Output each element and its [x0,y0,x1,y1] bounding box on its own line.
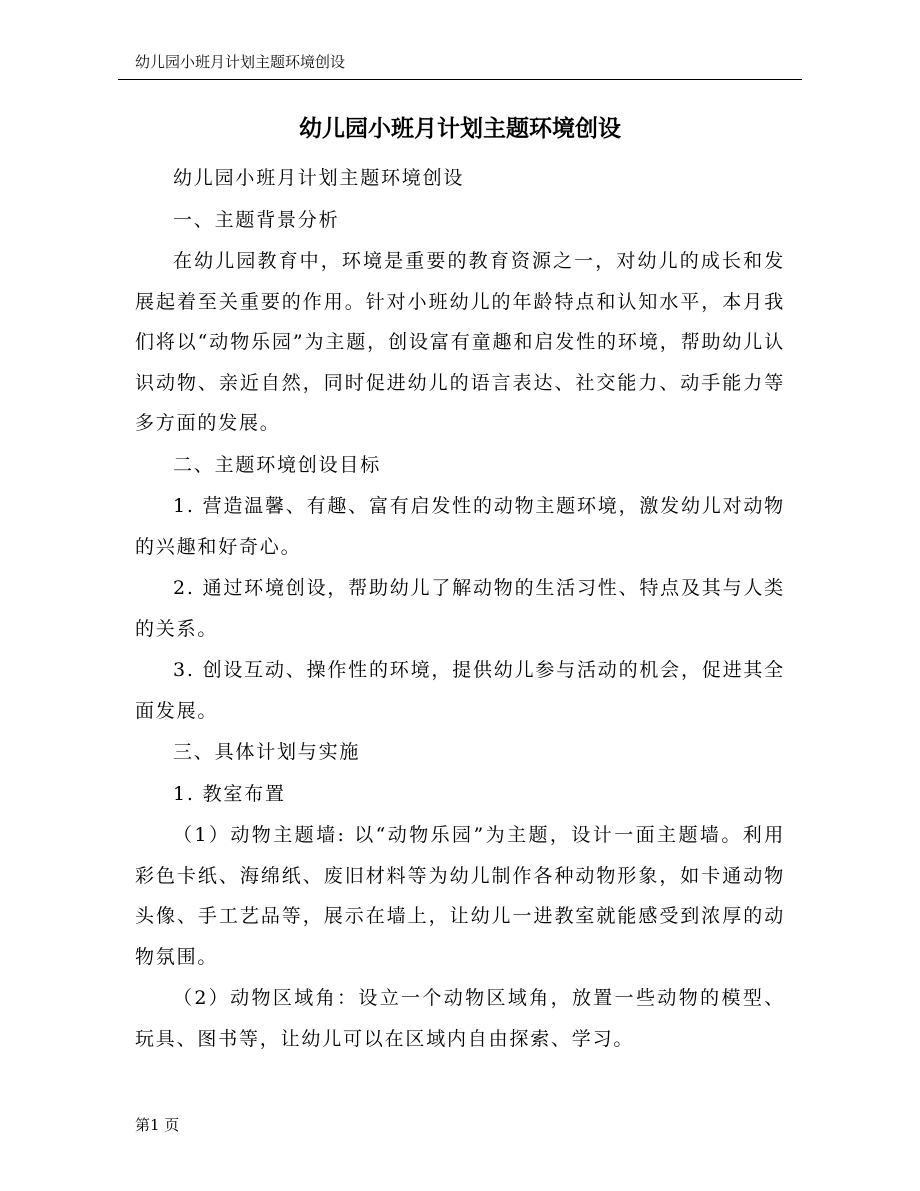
document-title: 幼儿园小班月计划主题环境创设 [299,116,621,142]
section-heading-goals: 二、主题环境创设目标 [173,453,382,476]
subheading-classroom: 1. 教室布置 [173,782,286,805]
goal-item-3: 3. 创设互动、操作性的环境，提供幼儿参与活动的机会，促进其全面发展。 [135,659,785,722]
goal-item-2: 2. 通过环境创设，帮助幼儿了解动物的生活习性、特点及其与人类的关系。 [135,577,785,640]
document-body [135,158,785,1060]
header-divider [118,79,802,80]
goal-item-1: 1. 营造温馨、有趣、富有启发性的动物主题环境，激发幼儿对动物的兴趣和好奇心。 [135,495,785,558]
section-heading-background: 一、主题背景分析 [173,208,340,231]
plan-item-animal-corner: （2）动物区域角：设立一个动物区域角，放置一些动物的模型、玩具、图书等，让幼儿可以在区域内自由探索、学习。 [135,987,785,1050]
paragraph-background: 在幼儿园教育中，环境是重要的教育资源之一，对幼儿的成长和发展起着至关重要的作用。针对小班幼儿的年龄特点和认知水平，本月我们将以“动物乐园”为主题，创设富有童趣和启发性的环境，帮助幼儿认识动物、亲近自然，同时促进幼儿的语言表达、社交能力、动手能力等多方面的发展。 [135,250,785,434]
running-header: 幼儿园小班月计划主题环境创设 [135,53,346,71]
plan-item-theme-wall: （1）动物主题墙: 以“动物乐园”为主题，设计一面主题墙。利用彩色卡纸、海绵纸、废旧材料等为幼儿制作各种动物形象，如卡通动物头像、手工艺品等，展示在墙上，让幼儿一进教室就能感受到浓厚的动物氛围。 [135,824,785,968]
section-heading-plan: 三、具体计划与实施 [173,741,361,763]
page-number: 第1 页 [135,1116,180,1134]
paragraph-subtitle: 幼儿园小班月计划主题环境创设 [173,167,465,189]
